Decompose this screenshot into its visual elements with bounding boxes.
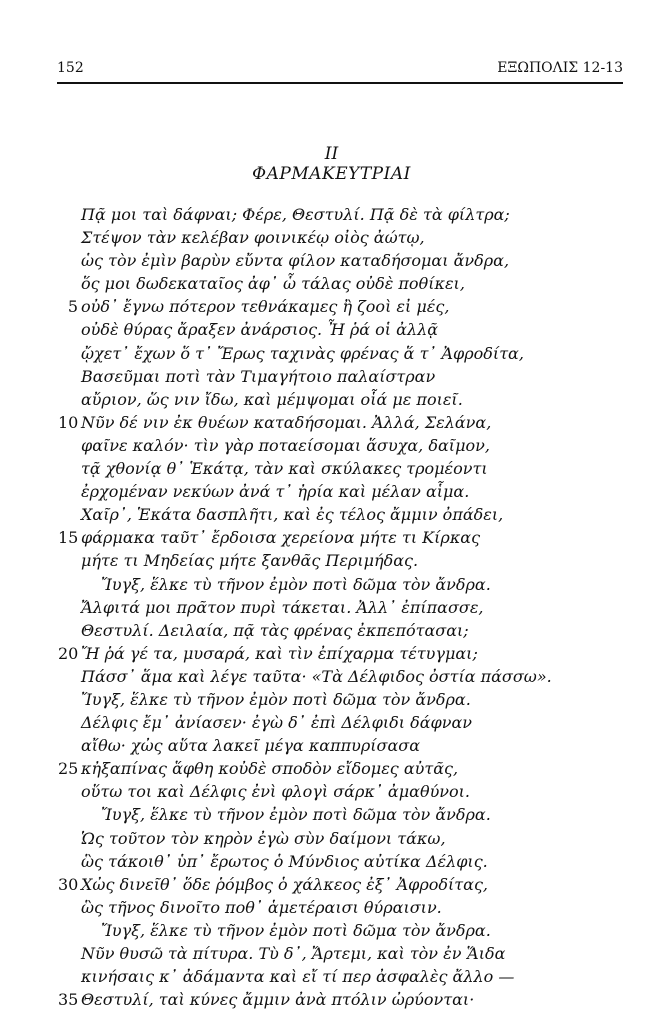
line-text: Χαῖρ᾽, Ἑκάτα δασπλῆτι, καὶ ἐς τέλος ἄμμιν ὀπάδει, — [81, 505, 504, 525]
line-text: Νῦν θυσῶ τὰ πίτυρα. Τὺ δ᾽, Ἄρτεμι, καὶ τὸν ἐν Ἅιδα — [81, 944, 506, 963]
poem-line — [0, 480, 663, 503]
line-text: Ἴυγξ, ἕλκε τὺ τῆνον ἐμὸν ποτὶ δῶμα τὸν ἄνδρα. — [101, 805, 491, 825]
line-text: ὣς τάκοιθ᾽ ὑπ᾽ ἔρωτος ὁ Μύνδιος αὐτίκα Δέλφις. — [81, 851, 488, 871]
poem-number: ΙΙ — [324, 144, 339, 164]
poem-line — [0, 803, 663, 826]
line-text: ὅς μοι δωδεκαταῖος ἀφ᾽ ὧ τάλας οὐδὲ ποθίκει, — [81, 274, 465, 294]
poem-line — [0, 203, 663, 226]
poem-line — [0, 295, 663, 318]
poem-line — [0, 596, 663, 619]
line-number: 5 — [67, 297, 78, 317]
poem-line — [0, 549, 663, 572]
line-text: Ἤ ῥά γέ τα, μυσαρά, καὶ τὶν ἐπίχαρμα τέτυγμαι; — [81, 643, 478, 663]
poem-lines — [0, 203, 663, 1011]
page-header — [57, 60, 623, 82]
line-number: 30 — [58, 874, 79, 894]
poem-line — [0, 272, 663, 295]
poem-line — [0, 318, 663, 341]
poem-line — [0, 226, 663, 249]
line-text: ᾤχετ᾽ ἔχων ὅ τ᾽ Ἔρως ταχινὰς φρένας ἅ τ᾽ Ἀφροδίτα, — [81, 343, 524, 363]
line-number: 20 — [58, 643, 79, 663]
poem-line — [0, 388, 663, 411]
line-text: Στέψον τὰν κελέβαν φοινικέῳ οἰὸς ἀώτῳ, — [81, 228, 425, 248]
line-text: τᾷ χθονίᾳ θ᾽ Ἑκάτᾳ, τὰν καὶ σκύλακες τρομέοντι — [81, 459, 488, 479]
poem-title: ΦΑΡΜΑΚΕΥΤΡΙΑΙ — [252, 164, 411, 184]
line-number: 25 — [58, 759, 79, 779]
poem-line — [0, 965, 663, 988]
poem-line — [0, 665, 663, 688]
poem-line — [0, 526, 663, 549]
line-number: 15 — [58, 528, 79, 548]
line-text: Ἴυγξ, ἕλκε τὺ τῆνον ἐμὸν ποτὶ δῶμα τὸν ἄνδρα. — [81, 689, 471, 709]
line-text: Ἴυγξ, ἕλκε τὺ τῆνον ἐμὸν ποτὶ δῶμα τὸν ἄνδρα. — [101, 920, 491, 940]
line-text: οὕτω τοι καὶ Δέλφις ἐνὶ φλογὶ σάρκ᾽ ἀμαθύνοι. — [81, 782, 471, 802]
poem-line — [0, 365, 663, 388]
line-text: ὡς τὸν ἐμὶν βαρὺν εὔντα φίλον καταδήσομαι ἄνδρα, — [81, 251, 510, 271]
line-text: αἴθω· χὠς αὕτα λακεῖ μέγα καππυρίσασα — [81, 736, 420, 756]
poem-line — [0, 249, 663, 272]
poem-line — [0, 573, 663, 596]
line-text: φάρμακα ταῦτ᾽ ἔρδοισα χερείονα μήτε τι Κίρκας — [81, 528, 481, 548]
line-text: Πάσσ᾽ ἅμα καὶ λέγε ταῦτα· «Τὰ Δέλφιδος ὀστία πάσσω». — [81, 666, 552, 686]
line-text: φαῖνε καλόν· τὶν γὰρ ποταείσομαι ἅσυχα, δαῖμον, — [81, 435, 490, 455]
line-text: ἐρχομέναν νεκύων ἀνά τ᾽ ἠρία καὶ μέλαν αἷμα. — [81, 482, 470, 502]
line-text: κινήσαις κ᾽ ἀδάμαντα καὶ εἴ τί περ ἀσφαλὲς ἄλλο — — [81, 967, 515, 987]
poem-line — [0, 988, 663, 1011]
poem-line — [0, 780, 663, 803]
line-text: Θεστυλί, ταὶ κύνες ἄμμιν ἀνὰ πτόλιν ὠρύονται· — [81, 990, 475, 1010]
poem-line — [0, 503, 663, 526]
poem-line — [0, 411, 663, 434]
poem-line — [0, 642, 663, 665]
line-text: Θεστυλί. Δειλαία, πᾷ τὰς φρένας ἐκπεπότασαι; — [81, 620, 469, 640]
poem-line — [0, 850, 663, 873]
line-text: Ἄλφιτά μοι πρᾶτον πυρὶ τάκεται. Ἀλλ᾽ ἐπίπασσε, — [81, 597, 484, 617]
poem-line — [0, 619, 663, 642]
line-text: Πᾷ μοι ταὶ δάφναι; Φέρε, Θεστυλί. Πᾷ δὲ τὰ φίλτρα; — [81, 205, 510, 224]
page-number: 152 — [57, 60, 84, 76]
line-text: ὣς τῆνος δινοῖτο ποθ᾽ ἁμετέραισι θύραισιν. — [81, 897, 442, 917]
line-text: Δέλφις ἔμ᾽ ἀνίασεν· ἐγὼ δ᾽ ἐπὶ Δέλφιδι δάφναν — [81, 713, 472, 733]
line-text: μήτε τι Μηδείας μήτε ξανθᾶς Περιμήδας. — [81, 551, 419, 571]
poem-line — [0, 919, 663, 942]
poem-line — [0, 827, 663, 850]
line-text: οὐδὲ θύρας ἄραξεν ἀνάρσιος. Ἦ ῥά οἱ ἀλλᾷ — [81, 320, 439, 340]
line-text: Ὡς τοῦτον τὸν κηρὸν ἐγὼ σὺν δαίμονι τάκω, — [81, 828, 446, 848]
poem-line — [0, 711, 663, 734]
poem-line — [0, 757, 663, 780]
line-number: 35 — [58, 990, 79, 1010]
poem-line — [0, 688, 663, 711]
header-rule — [57, 82, 623, 84]
poem-line — [0, 942, 663, 965]
line-text: Νῦν δέ νιν ἐκ θυέων καταδήσομαι. Ἀλλά, Σελάνα, — [81, 412, 492, 432]
poem-line — [0, 734, 663, 757]
running-head: ΕΞΩΠΟΛΙΣ 12-13 — [497, 60, 623, 76]
line-text: αὔριον, ὥς νιν ἴδω, καὶ μέμψομαι οἷά με ποιεῖ. — [81, 389, 463, 409]
line-text: Βασεῦμαι ποτὶ τὰν Τιμαγήτοιο παλαίστραν — [81, 366, 436, 386]
line-text: κἠξαπίνας ἅφθη κοὐδὲ σποδὸν εἴδομες αὐτᾶς, — [81, 759, 459, 779]
poem-line — [0, 873, 663, 896]
line-text: οὐδ᾽ ἔγνω πότερον τεθνάκαμες ἢ ζοοὶ εἰ μές, — [81, 297, 450, 317]
line-number: 10 — [58, 412, 79, 432]
poem-line — [0, 342, 663, 365]
poem-line — [0, 896, 663, 919]
line-text: Χὠς δινεῖθ᾽ ὅδε ῥόμβος ὁ χάλκεος ἐξ᾽ Ἀφροδίτας, — [81, 874, 489, 894]
poem-line — [0, 457, 663, 480]
line-text: Ἴυγξ, ἕλκε τὺ τῆνον ἐμὸν ποτὶ δῶμα τὸν ἄνδρα. — [101, 574, 491, 594]
poem-line — [0, 434, 663, 457]
